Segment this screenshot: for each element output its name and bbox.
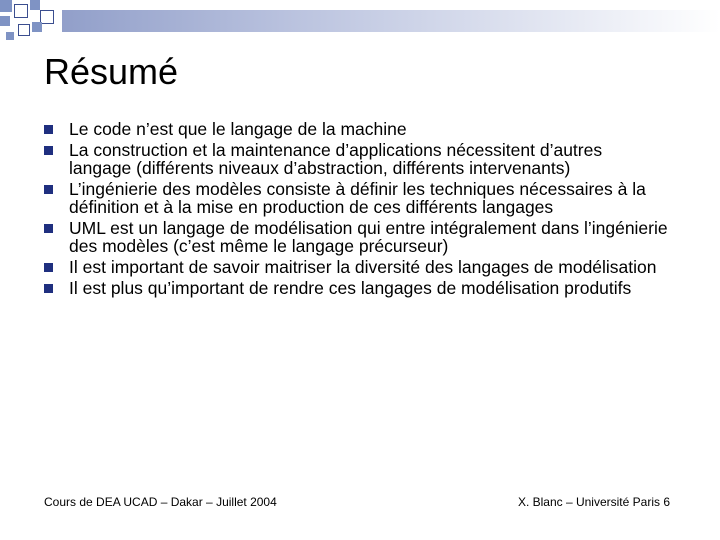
bullet-text: Il est plus qu’important de rendre ces langages de modélisation produtifs (69, 278, 632, 298)
bullet-item (44, 279, 669, 297)
bullet-item (44, 120, 669, 138)
footer-author: X. Blanc – Université Paris 6 (517, 495, 670, 509)
square-bullet-icon (44, 146, 53, 155)
bullet-item (44, 219, 669, 255)
decor-square (32, 22, 42, 32)
decor-square (0, 16, 10, 26)
bullet-list (44, 120, 669, 300)
bullet-item (44, 180, 669, 216)
decor-square (0, 0, 12, 12)
square-bullet-icon (44, 125, 53, 134)
bullet-text: Le code n’est que le langage de la machine (69, 119, 407, 139)
bullet-text: UML est un langage de modélisation qui entre intégralement dans l’ingénierie des modèles (c’est même le langage précurseur) (69, 218, 668, 256)
square-bullet-icon (44, 224, 53, 233)
bullet-text: Il est important de savoir maitriser la diversité des langages de modélisation (69, 257, 657, 277)
bullet-item (44, 258, 669, 276)
decor-square (30, 0, 40, 10)
square-bullet-icon (44, 263, 53, 272)
bullet-item (44, 141, 669, 177)
decor-square (14, 4, 28, 18)
bullet-text: L’ingénierie des modèles consiste à définir les techniques nécessaires à la définition et à la mise en production de ces différents langages (69, 179, 646, 217)
bullet-text: La construction et la maintenance d’applications nécessitent d’autres langage (différents niveaux d’abstraction, différents intervenants) (69, 140, 603, 178)
header-gradient-bar (62, 10, 720, 32)
square-bullet-icon (44, 185, 53, 194)
decor-square (40, 10, 54, 24)
footer-course-info: Cours de DEA UCAD – Dakar – Juillet 2004 (44, 495, 277, 509)
decor-square (6, 32, 14, 40)
decor-square (18, 24, 30, 36)
corner-decoration (0, 0, 720, 48)
slide-title: Résumé (44, 51, 179, 92)
square-bullet-icon (44, 284, 53, 293)
